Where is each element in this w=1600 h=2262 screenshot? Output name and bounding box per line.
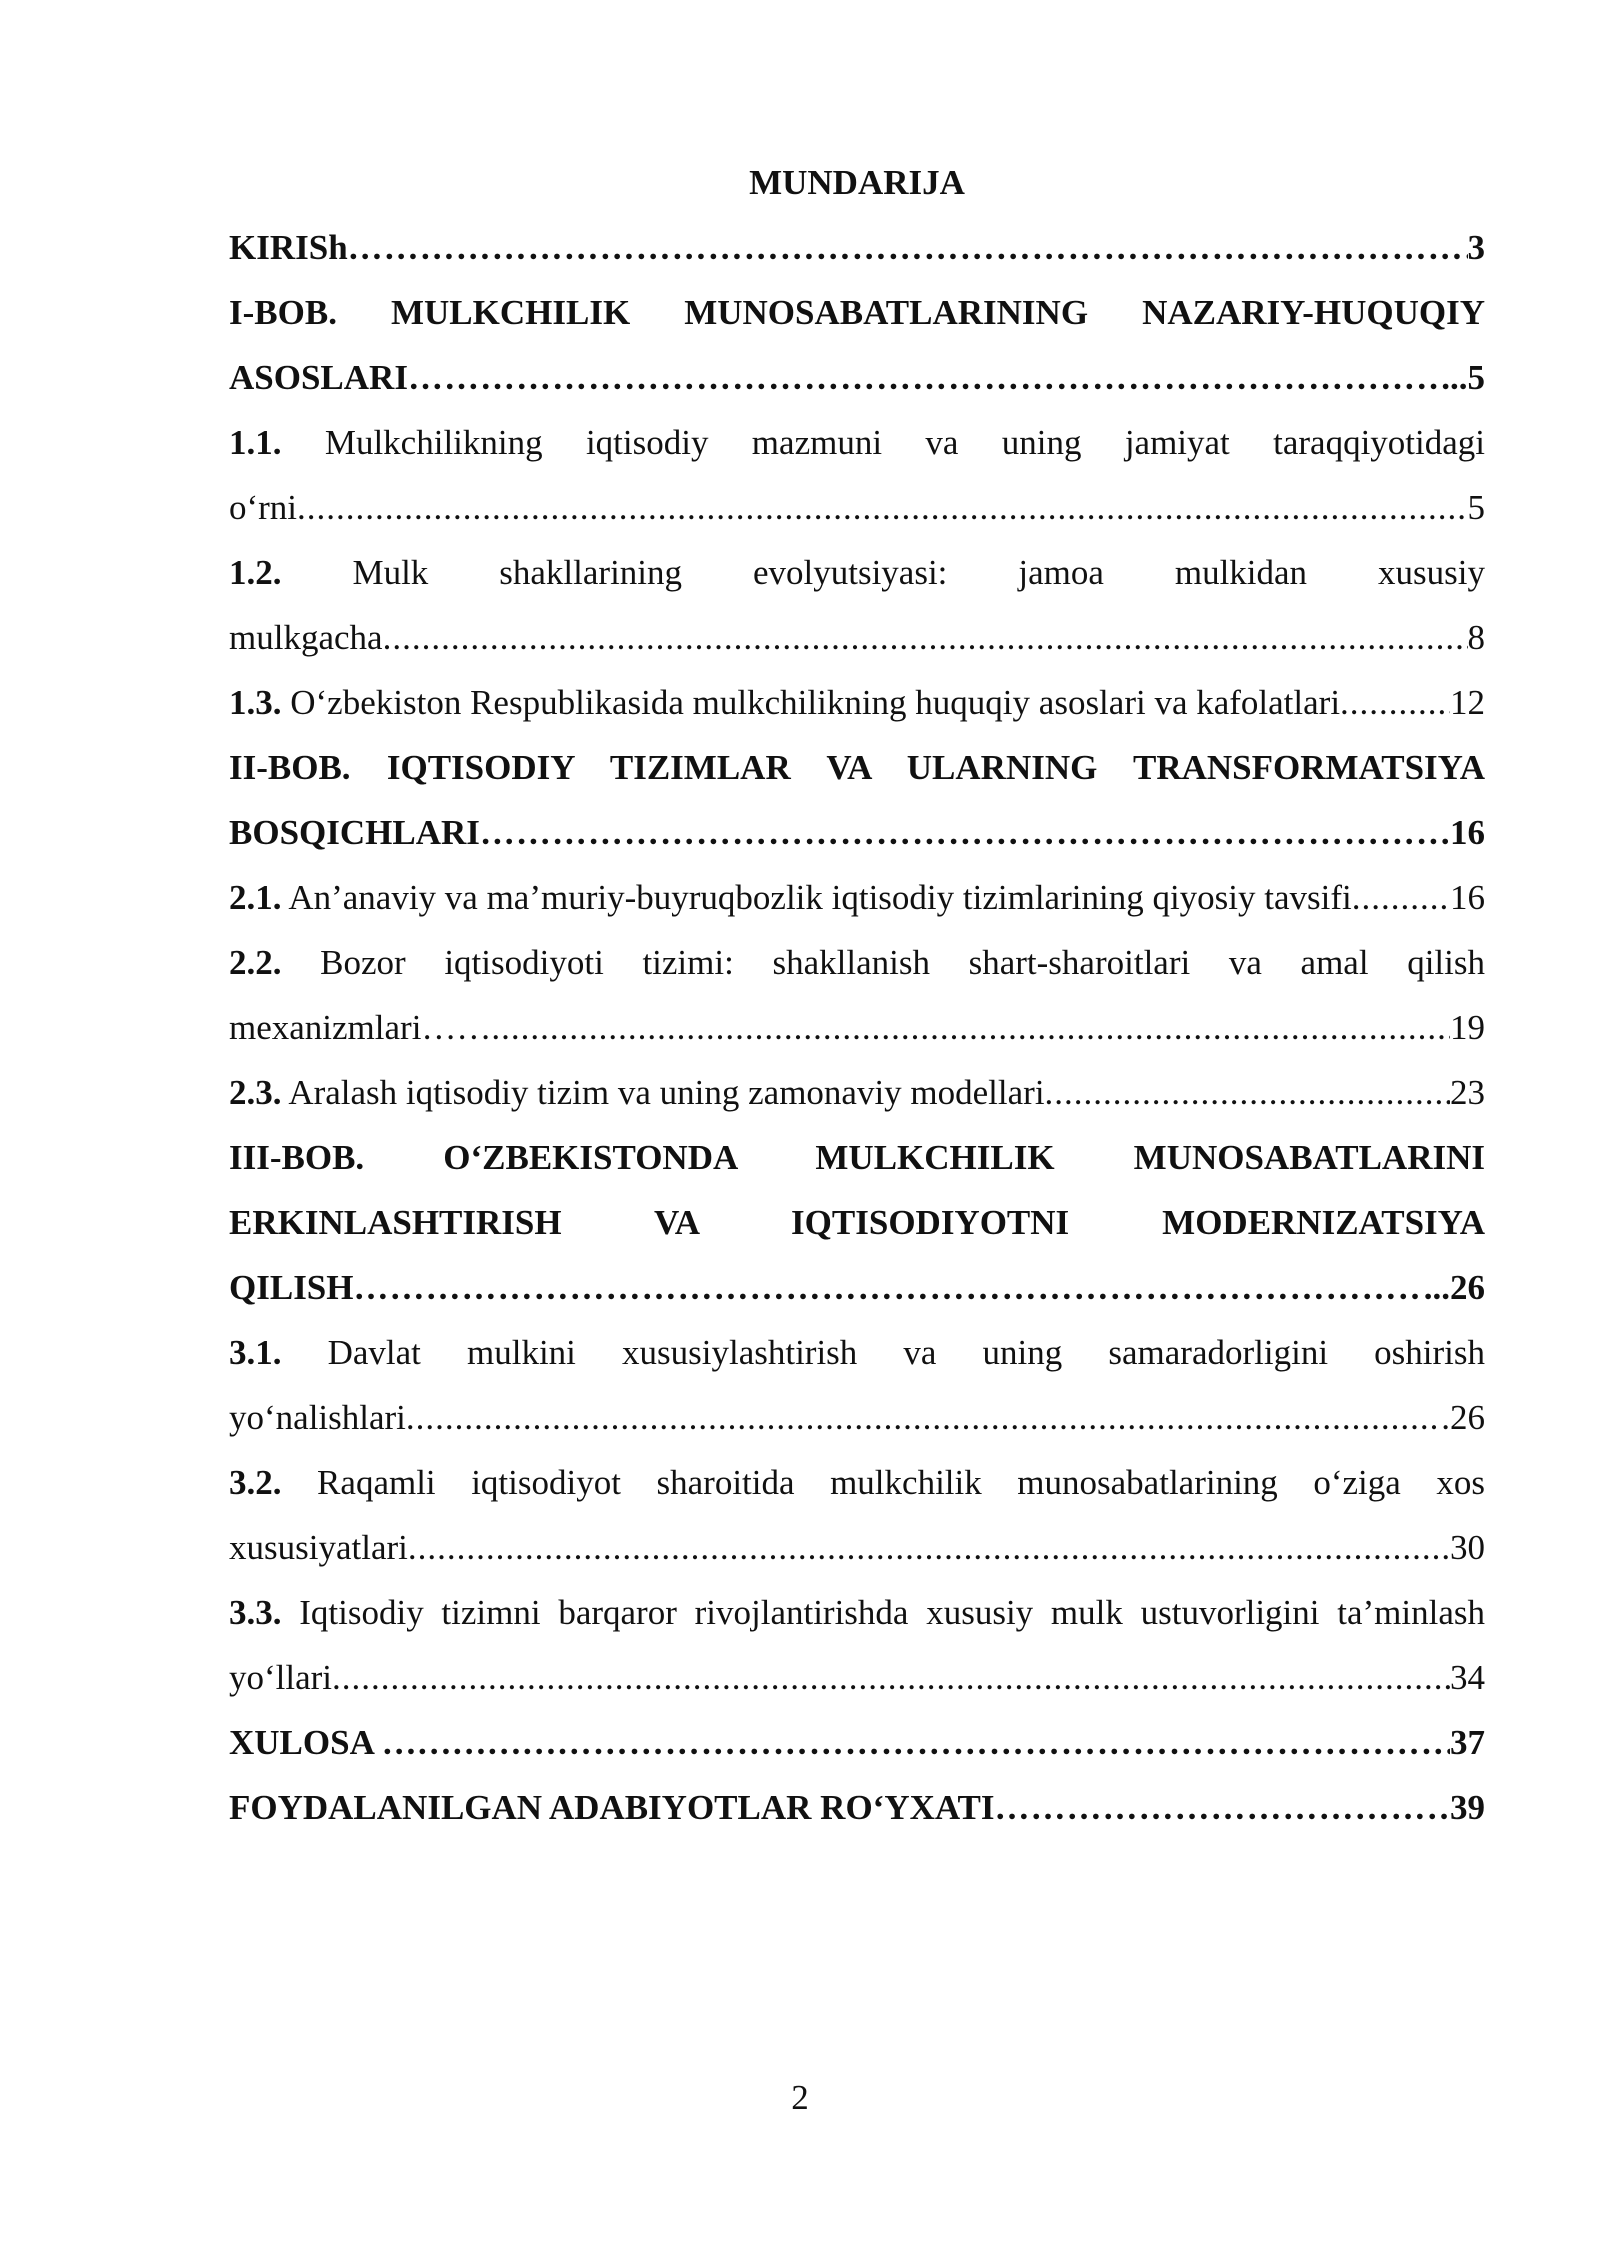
- toc-entry-number: 1.3.: [229, 683, 282, 722]
- toc-entry-title: [229, 1775, 995, 1840]
- toc-entry-title: [229, 865, 1352, 930]
- toc-leader-dots: [491, 995, 1450, 1060]
- toc-entry-text: xususiyatlari: [229, 1528, 408, 1567]
- toc-leader-dots: [1340, 670, 1450, 735]
- toc-entry-text: FOYDALANILGAN ADABIYOTLAR RO‘YXATI: [229, 1788, 995, 1827]
- toc-leader-dots: [480, 800, 1450, 865]
- toc-entry-page: 8: [1467, 618, 1485, 657]
- toc-entry-text: mulkgacha: [229, 618, 383, 657]
- toc-entry-page: 19: [1450, 1008, 1485, 1047]
- toc-entry-page: 3: [1467, 228, 1485, 267]
- toc-entry-3-2[interactable]: [229, 1450, 1485, 1580]
- toc-entry-leader-line: [229, 1385, 1485, 1450]
- toc-entry-leader-line: [229, 1515, 1485, 1580]
- toc-leader-dots: [408, 345, 1441, 410]
- table-of-contents: [229, 150, 1485, 1840]
- toc-entry-page: 30: [1450, 1528, 1485, 1567]
- toc-entry-page: .26: [1441, 1398, 1485, 1437]
- toc-entry-line: [229, 410, 1485, 475]
- toc-leader-dots: [557, 1710, 1450, 1775]
- toc-entry-page: 39: [1450, 1788, 1485, 1827]
- toc-entry-text: An’anaviy va ma’muriy-buyruqbozlik iqtisodiy tizimlarining qiyosiy tavsifi: [281, 878, 1352, 917]
- toc-entry-line: [229, 1320, 1485, 1385]
- toc-entry-text: Bozor iqtisodiyoti tizimi: shakllanish shart-sharoitlari va amal qilish: [281, 943, 1485, 982]
- toc-entry-title: [229, 215, 348, 280]
- toc-entry-text: Mulkchilikning iqtisodiy mazmuni va uning jamiyat taraqqiyotidagi: [281, 423, 1485, 462]
- toc-entry-page: ...5: [1441, 358, 1485, 397]
- toc-leader-dots: [348, 215, 1468, 280]
- toc-entry-title: [229, 605, 383, 670]
- toc-entry-page: 16: [1450, 813, 1485, 852]
- toc-entry-3-1[interactable]: [229, 1320, 1485, 1450]
- toc-entry-3-3[interactable]: [229, 1580, 1485, 1710]
- toc-entry-page: ...26: [1423, 1268, 1485, 1307]
- toc-entry-2-2[interactable]: [229, 930, 1485, 1060]
- toc-entry-page: 37: [1450, 1723, 1485, 1762]
- toc-entry-text: QILISH: [229, 1268, 354, 1307]
- toc-leader-dots: [995, 1775, 1450, 1840]
- toc-leader-dots: [383, 605, 1468, 670]
- toc-entry-title: [229, 1060, 1045, 1125]
- toc-entries: [229, 215, 1485, 1840]
- toc-entry-number: 2.2.: [229, 943, 282, 982]
- toc-entry-text: Mulk shakllarining evolyutsiyasi: jamoa mulkidan xususiy: [281, 553, 1485, 592]
- toc-entry-page: 34: [1450, 1658, 1485, 1697]
- toc-entry-text: mexanizmlari……: [229, 1008, 492, 1047]
- toc-entry-foydalanilgan[interactable]: [229, 1775, 1485, 1840]
- toc-title: MUNDARIJA: [749, 163, 965, 202]
- toc-entry-text: III-BOB. O‘ZBEKISTONDA MULKCHILIK MUNOSABATLARINI: [229, 1138, 1485, 1177]
- toc-entry-leader-line: [229, 1775, 1485, 1840]
- toc-entry-number: 1.2.: [229, 553, 282, 592]
- toc-entry-text: Raqamli iqtisodiyot sharoitida mulkchilik munosabatlarining o‘ziga xos: [281, 1463, 1485, 1502]
- toc-entry-leader-line: [229, 605, 1485, 670]
- toc-leader-dots: [332, 1645, 1450, 1710]
- page-number: 2: [791, 2078, 809, 2117]
- toc-entry-leader-line: [229, 800, 1485, 865]
- toc-entry-page: 5: [1467, 488, 1485, 527]
- toc-entry-2-3[interactable]: [229, 1060, 1485, 1125]
- toc-entry-line: [229, 1450, 1485, 1515]
- toc-entry-xulosa[interactable]: [229, 1710, 1485, 1775]
- toc-entry-number: 3.2.: [229, 1463, 282, 1502]
- toc-entry-text: yo‘nalishlari: [229, 1398, 406, 1437]
- toc-entry-title: [229, 1645, 332, 1710]
- toc-entry-leader-line: [229, 475, 1485, 540]
- toc-entry-kirish[interactable]: [229, 215, 1485, 280]
- toc-leader-dots: [1352, 865, 1450, 930]
- toc-entry-line: [229, 735, 1485, 800]
- toc-entry-text: ERKINLASHTIRISH VA IQTISODIYOTNI MODERNIZATSIYA: [229, 1203, 1485, 1242]
- toc-entry-1-2[interactable]: [229, 540, 1485, 670]
- toc-entry-bob-2[interactable]: [229, 735, 1485, 865]
- toc-entry-number: 3.3.: [229, 1593, 282, 1632]
- toc-entry-title: [229, 475, 297, 540]
- toc-entry-title: [229, 800, 480, 865]
- toc-entry-title: [229, 670, 1340, 735]
- toc-entry-text: Davlat mulkini xususiylashtirish va uning samaradorligini oshirish: [281, 1333, 1485, 1372]
- toc-entry-line: [229, 1190, 1485, 1255]
- toc-entry-text: KIRISh: [229, 228, 348, 267]
- toc-entry-number: 2.3.: [229, 1073, 282, 1112]
- toc-entry-line: [229, 930, 1485, 995]
- toc-entry-line: [229, 280, 1485, 345]
- toc-entry-text: ASOSLARI: [229, 358, 408, 397]
- toc-entry-bob-3[interactable]: [229, 1125, 1485, 1320]
- toc-entry-number: 2.1.: [229, 878, 282, 917]
- toc-leader-dots: [1045, 1060, 1450, 1125]
- toc-entry-text: XULOSA ……………: [229, 1723, 557, 1762]
- toc-entry-title: [229, 1255, 354, 1320]
- toc-entry-page: 12: [1450, 683, 1485, 722]
- toc-entry-bob-1[interactable]: [229, 280, 1485, 410]
- toc-entry-page: 16: [1450, 878, 1485, 917]
- toc-entry-text: II-BOB. IQTISODIY TIZIMLAR VA ULARNING TRANSFORMATSIYA: [229, 748, 1485, 787]
- toc-entry-leader-line: [229, 1645, 1485, 1710]
- toc-leader-dots: [406, 1385, 1441, 1450]
- toc-entry-title: [229, 1515, 408, 1580]
- toc-entry-line: [229, 1125, 1485, 1190]
- toc-entry-text: yo‘llari: [229, 1658, 333, 1697]
- toc-entry-1-1[interactable]: [229, 410, 1485, 540]
- toc-entry-leader-line: [229, 345, 1485, 410]
- toc-entry-leader-line: [229, 995, 1485, 1060]
- toc-entry-title: [229, 345, 408, 410]
- toc-entry-leader-line: [229, 1710, 1485, 1775]
- toc-leader-dots: [297, 475, 1467, 540]
- toc-entry-text: O‘zbekiston Respublikasida mulkchilikning huquqiy asoslari va kafolatlari: [281, 683, 1341, 722]
- toc-entry-title: [229, 1710, 557, 1775]
- toc-entry-2-1[interactable]: [229, 865, 1485, 930]
- toc-entry-title: [229, 995, 491, 1060]
- toc-entry-text: Aralash iqtisodiy tizim va uning zamonaviy modellari: [281, 1073, 1045, 1112]
- toc-entry-leader-line: [229, 865, 1485, 930]
- toc-entry-number: 1.1.: [229, 423, 282, 462]
- toc-entry-title: [229, 1385, 406, 1450]
- toc-entry-text: I-BOB. MULKCHILIK MUNOSABATLARINING NAZARIY-HUQUQIY: [229, 293, 1485, 332]
- toc-leader-dots: [408, 1515, 1450, 1580]
- toc-entry-line: [229, 540, 1485, 605]
- toc-entry-leader-line: [229, 1255, 1485, 1320]
- toc-entry-line: [229, 1580, 1485, 1645]
- toc-entry-number: 3.1.: [229, 1333, 282, 1372]
- toc-entry-page: 23: [1450, 1073, 1485, 1112]
- toc-entry-leader-line: [229, 670, 1485, 735]
- toc-leader-dots: [354, 1255, 1424, 1320]
- toc-entry-text: o‘rni: [229, 488, 298, 527]
- toc-entry-text: Iqtisodiy tizimni barqaror rivojlantirishda xususiy mulk ustuvorligini ta’minlash: [281, 1593, 1485, 1632]
- toc-entry-1-3[interactable]: [229, 670, 1485, 735]
- toc-entry-leader-line: [229, 215, 1485, 280]
- toc-entry-text: BOSQICHLARI: [229, 813, 480, 852]
- toc-entry-leader-line: [229, 1060, 1485, 1125]
